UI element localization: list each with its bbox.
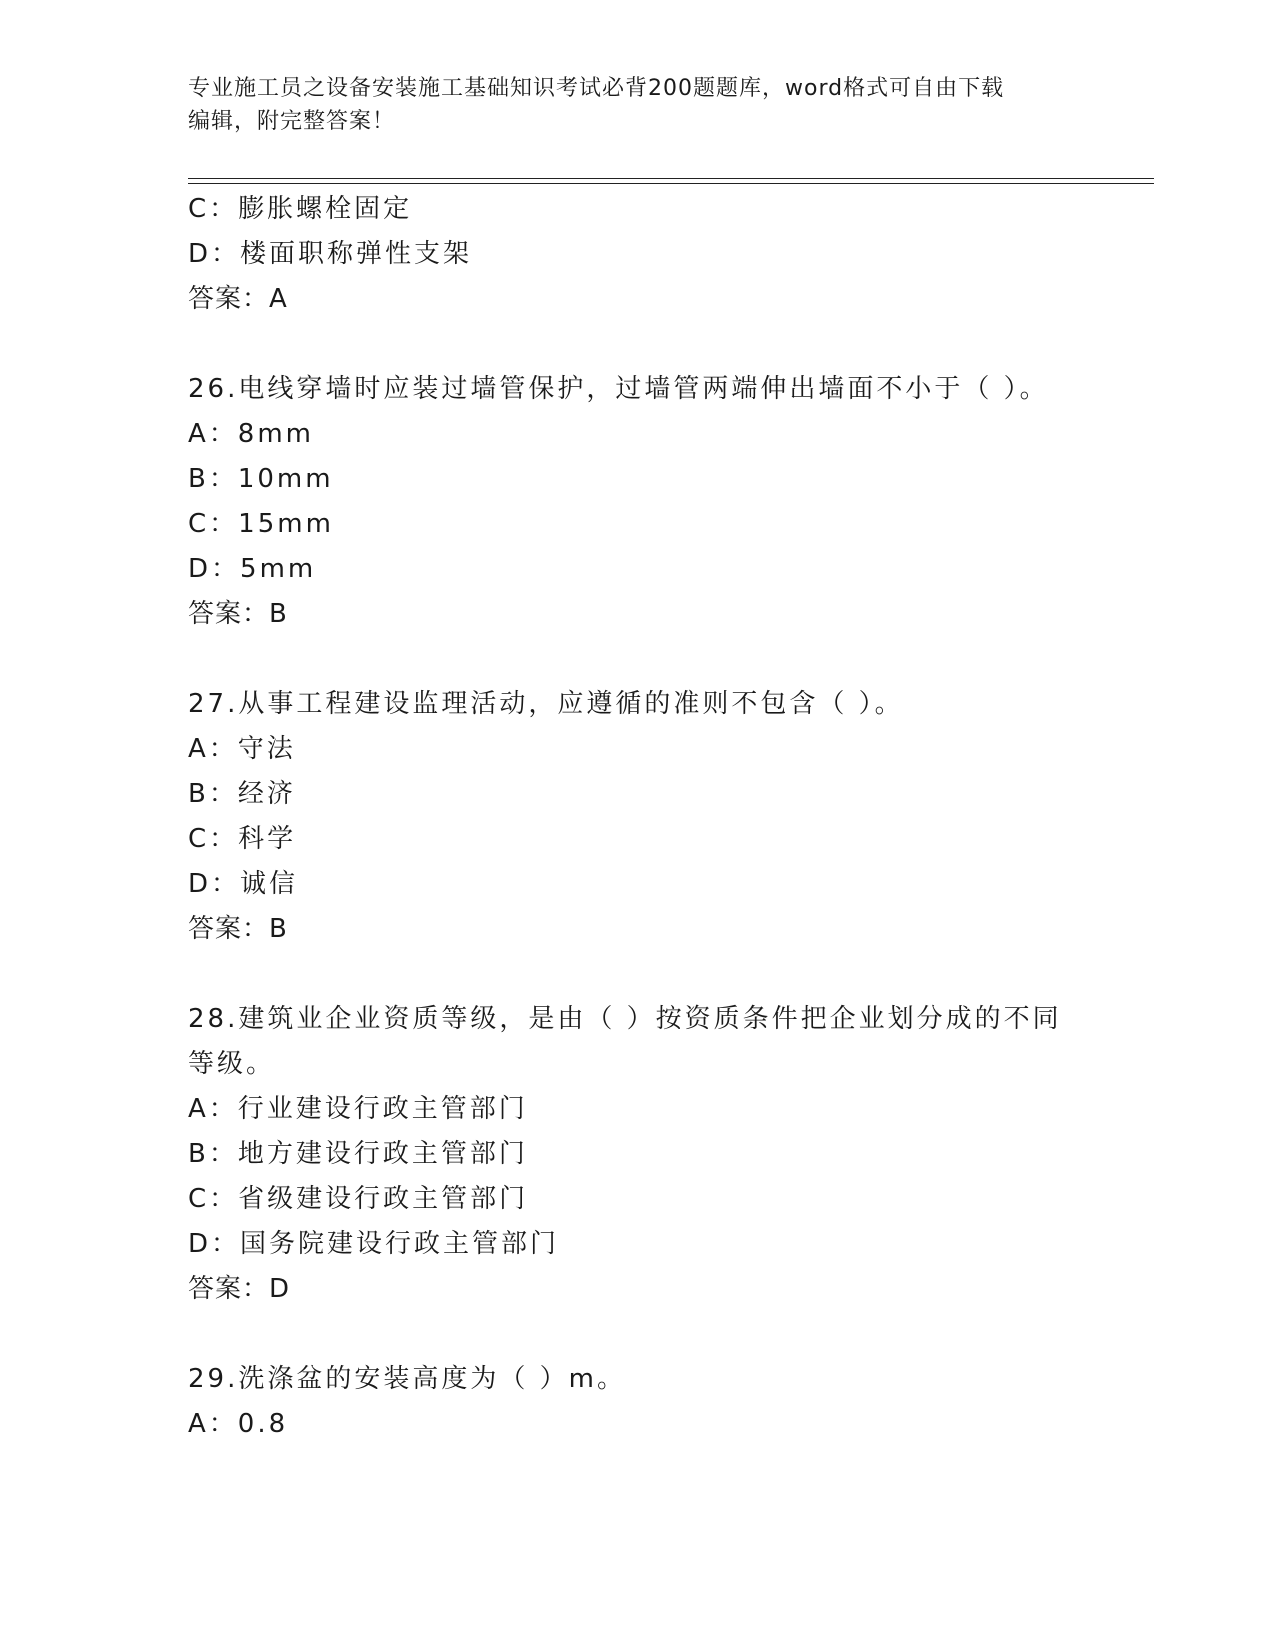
q28-option-c: C：省级建设行政主管部门 — [188, 1184, 529, 1214]
q28-option-a: A：行业建设行政主管部门 — [188, 1094, 528, 1124]
answer-label: 答案： — [188, 1274, 270, 1304]
q27-question: 27.从事工程建设监理活动，应遵循的准则不包含（ ）。 — [188, 689, 904, 719]
answer-value: B — [269, 914, 288, 944]
q28-option-d: D：国务院建设行政主管部门 — [188, 1229, 560, 1259]
q26-option-b: B：10mm — [188, 464, 334, 494]
answer-value: B — [269, 599, 288, 629]
q26-option-c: C：15mm — [188, 509, 334, 539]
header-divider-top — [188, 178, 1154, 179]
q29-option-a: A：0.8 — [188, 1409, 289, 1439]
q28-answer — [188, 1272, 290, 1306]
q28-option-b: B：地方建设行政主管部门 — [188, 1139, 528, 1169]
header-line-1: 专业施工员之设备安装施工基础知识考试必背200题题库，word格式可自由下载 — [188, 76, 1005, 101]
q26-question: 26.电线穿墙时应装过墙管保护，过墙管两端伸出墙面不小于（ ）。 — [188, 374, 1049, 404]
prev-option-c: C：膨胀螺栓固定 — [188, 194, 413, 224]
q27-answer — [188, 912, 288, 946]
answer-value: D — [269, 1274, 291, 1304]
q26-answer — [188, 597, 288, 631]
q28-question-line-2: 等级。 — [188, 1049, 276, 1079]
header-line-2: 编辑，附完整答案！ — [188, 109, 396, 134]
q27-option-d: D：诚信 — [188, 869, 299, 899]
q26-option-d: D：5mm — [188, 554, 317, 584]
header-divider-bottom — [188, 183, 1154, 184]
q27-option-a: A：守法 — [188, 734, 296, 764]
answer-label: 答案： — [188, 599, 270, 629]
prev-option-d: D：楼面职称弹性支架 — [188, 239, 473, 269]
answer-label: 答案： — [188, 914, 270, 944]
answer-value: A — [269, 284, 288, 314]
q27-option-c: C：科学 — [188, 824, 297, 854]
answer-label: 答案： — [188, 284, 270, 314]
document-header — [188, 72, 1088, 138]
prev-answer — [188, 282, 288, 316]
q29-question: 29.洗涤盆的安装高度为（ ）m。 — [188, 1364, 626, 1394]
q28-question-line-1: 28.建筑业企业资质等级，是由（ ）按资质条件把企业划分成的不同 — [188, 1004, 1062, 1034]
q27-option-b: B：经济 — [188, 779, 296, 809]
q26-option-a: A：8mm — [188, 419, 314, 449]
